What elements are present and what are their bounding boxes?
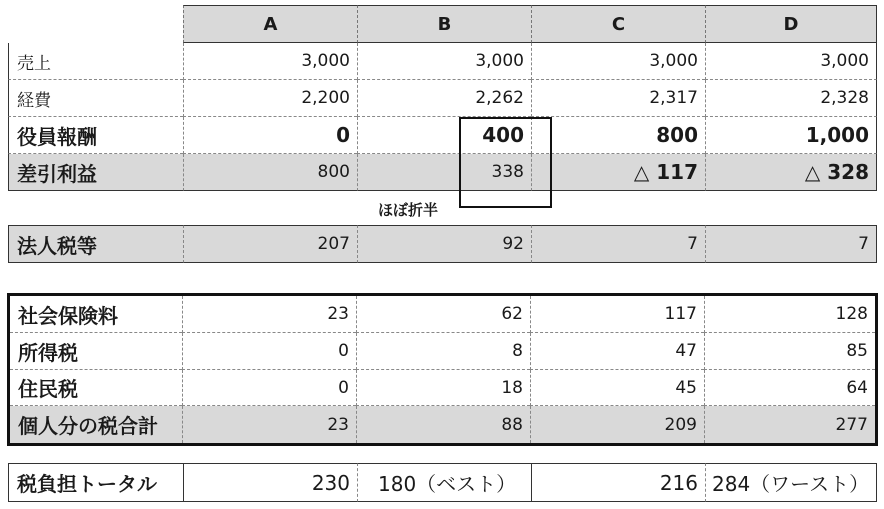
table-cell: 45	[530, 370, 704, 406]
table-cell: 400	[357, 117, 531, 154]
row-label-social-insurance: 社会保険料	[10, 296, 182, 333]
row-label-income-tax: 所得税	[10, 333, 182, 370]
table-cell: 800	[183, 154, 357, 191]
total-tax-burden-row	[8, 463, 877, 502]
table-cell: 7	[705, 225, 877, 263]
column-header-a: A	[183, 5, 357, 43]
table-cell-best: 180（ベスト）	[357, 463, 531, 502]
table-cell: 64	[704, 370, 875, 406]
row-label-corporate-tax: 法人税等	[8, 225, 183, 263]
corporate-tax-row	[8, 225, 877, 263]
row-label-executive-pay: 役員報酬	[8, 117, 183, 154]
table-cell: 216	[531, 463, 705, 502]
table-cell: 85	[704, 333, 875, 370]
column-header-c: C	[531, 5, 705, 43]
table-cell: 0	[182, 333, 356, 370]
table-cell: 2,262	[357, 80, 531, 117]
table-cell: 18	[356, 370, 530, 406]
table-cell-worst: 284（ワースト）	[705, 463, 877, 502]
table-cell: 2,328	[705, 80, 877, 117]
row-label-individual-tax-total: 個人分の税合計	[10, 406, 182, 443]
table-cell: 2,317	[531, 80, 705, 117]
table-cell: 8	[356, 333, 530, 370]
table-cell: 3,000	[531, 43, 705, 80]
table-cell: 23	[182, 296, 356, 333]
individual-tax-table	[10, 296, 875, 443]
table-cell: △ 328	[705, 154, 877, 191]
table-cell: 3,000	[705, 43, 877, 80]
table-cell: 0	[183, 117, 357, 154]
table-cell: 3,000	[357, 43, 531, 80]
table-cell: 1,000	[705, 117, 877, 154]
table-cell: 62	[356, 296, 530, 333]
column-header-d: D	[705, 5, 877, 43]
annotation-note: ほぼ折半	[378, 201, 439, 219]
profit-table	[8, 43, 877, 191]
table-cell: 23	[182, 406, 356, 443]
table-cell: △ 117	[531, 154, 705, 191]
row-label-sales: 売上	[8, 43, 183, 80]
table-cell: 92	[357, 225, 531, 263]
row-label-expenses: 経費	[8, 80, 183, 117]
table-cell: 277	[704, 406, 875, 443]
column-header-row	[8, 5, 877, 43]
column-header-b: B	[357, 5, 531, 43]
table-cell: 800	[531, 117, 705, 154]
table-cell: 3,000	[183, 43, 357, 80]
table-cell: 2,200	[183, 80, 357, 117]
table-cell: 47	[530, 333, 704, 370]
table-cell: 0	[182, 370, 356, 406]
table-cell: 117	[530, 296, 704, 333]
table-cell: 209	[530, 406, 704, 443]
table-cell: 230	[183, 463, 357, 502]
row-label-resident-tax: 住民税	[10, 370, 182, 406]
table-cell: 207	[183, 225, 357, 263]
table-cell: 338	[357, 154, 531, 191]
table-cell: 128	[704, 296, 875, 333]
table-cell: 88	[356, 406, 530, 443]
header-corner	[8, 5, 183, 43]
row-label-total-tax-burden: 税負担トータル	[8, 463, 183, 502]
table-cell: 7	[531, 225, 705, 263]
row-label-net-profit: 差引利益	[8, 154, 183, 191]
